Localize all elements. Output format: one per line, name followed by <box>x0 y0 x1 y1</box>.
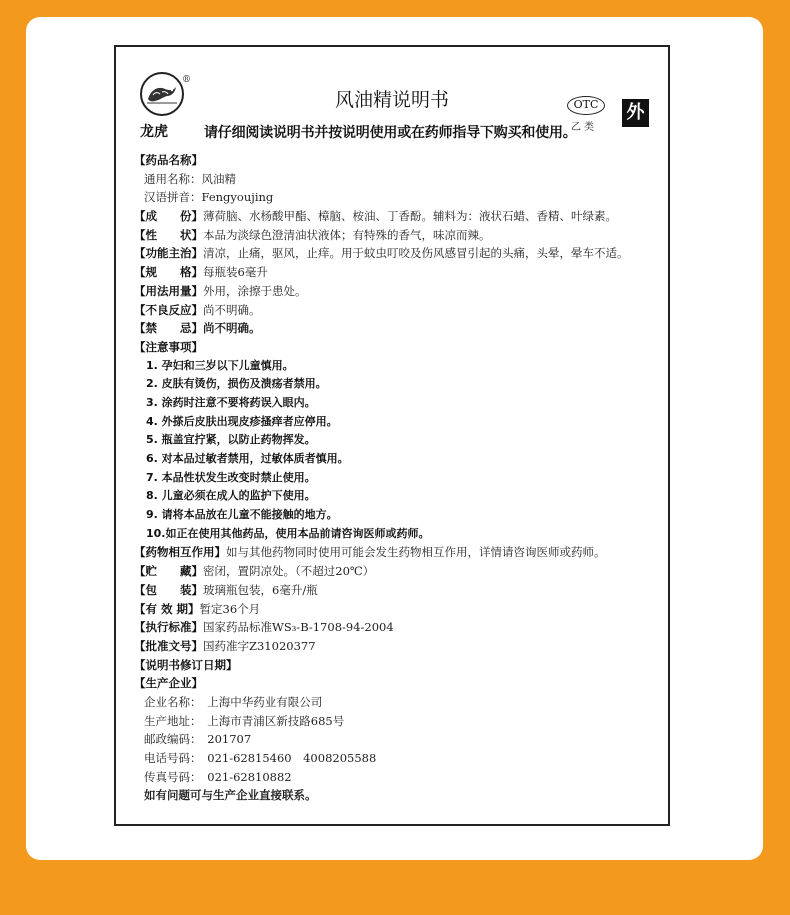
section-spec <box>134 263 664 282</box>
contact-note: 如有问题可与生产企业直接联系。 <box>144 788 317 803</box>
otc-class: 乙类 <box>571 122 597 133</box>
registered-mark: ® <box>182 75 191 85</box>
precaution-item: 6. 对本品过敏者禁用，过敏体质者慎用。 <box>146 452 349 465</box>
section-adverse <box>134 301 664 320</box>
section-head: 【贮 藏】 <box>134 564 203 579</box>
section-interactions <box>134 543 664 562</box>
precaution-item: 8. 儿童必须在成人的监护下使用。 <box>146 489 316 503</box>
section-package <box>134 581 664 600</box>
section-head: 【包 装】 <box>134 582 203 597</box>
leaflet-content <box>134 151 664 805</box>
section-head: 【不良反应】 <box>134 302 203 317</box>
section-head: 【批准文号】 <box>134 638 203 653</box>
section-contraindications <box>134 319 664 338</box>
section-drug-name: 【药品名称】 <box>134 153 203 167</box>
section-head: 【禁 忌】 <box>134 321 203 336</box>
section-text: 清凉，止痛，驱风，止痒。用于蚊虫叮咬及伤风感冒引起的头痛，头晕，晕车不适。 <box>203 246 629 261</box>
manufacturer-line: 电话号码： 021-62815460 4008205588 <box>144 751 377 765</box>
section-validity <box>134 600 664 619</box>
section-approval <box>134 637 664 656</box>
precaution-item: 5. 瓶盖宜拧紧，以防止药物挥发。 <box>146 433 316 447</box>
precaution-item: 2. 皮肤有烫伤，损伤及溃疡者禁用。 <box>146 377 327 391</box>
section-text: 本品为淡绿色澄清油状液体；有特殊的香气，味凉而辣。 <box>203 227 491 242</box>
section-head: 【功能主治】 <box>134 246 203 261</box>
manufacturer-line: 企业名称： 上海中华药业有限公司 <box>144 694 323 709</box>
section-standard <box>134 618 664 637</box>
section-head: 【成 份】 <box>134 209 203 224</box>
instruction-leaflet <box>114 45 670 826</box>
manufacturer-line: 传真号码： 021-62810882 <box>144 769 292 784</box>
section-text: 如与其他药物同时使用可能会发生药物相互作用，详情请咨询医师或药师。 <box>226 545 606 560</box>
manufacturer-line: 邮政编码： 201707 <box>144 732 252 747</box>
section-text: 外用，涂擦于患处。 <box>203 283 307 298</box>
section-head: 【性 状】 <box>134 227 203 242</box>
brand-name: 龙虎 <box>140 124 168 140</box>
precaution-item: 10.如正在使用其他药品，使用本品前请咨询医师或药师。 <box>146 526 430 540</box>
section-text: 暂定36个月 <box>199 601 261 616</box>
usage-warning: 请仔细阅读说明书并按说明使用或在药师指导下购买和使用。 <box>204 125 577 141</box>
section-usage <box>134 282 664 301</box>
section-text: 每瓶装6毫升 <box>203 265 268 280</box>
document-title: 风油精说明书 <box>334 89 449 111</box>
precaution-item: 1. 孕妇和三岁以下儿童慎用。 <box>146 358 294 372</box>
section-head: 【有 效 期】 <box>134 601 200 616</box>
otc-badge: OTC <box>567 96 605 115</box>
section-precautions: 【注意事项】 <box>134 339 203 354</box>
section-indications <box>134 244 664 263</box>
section-text: 国家药品标准WS₃-B-1708-94-2004 <box>203 620 394 635</box>
section-manufacturer: 【生产企业】 <box>134 676 203 691</box>
section-text: 密闭，置阴凉处。（不超过20℃） <box>203 564 375 579</box>
precaution-item: 9. 请将本品放在儿童不能接触的地方。 <box>146 508 338 522</box>
section-ingredients <box>134 207 664 226</box>
precaution-item: 3. 涂药时注意不要将药误入眼内。 <box>146 395 316 409</box>
section-head: 【执行标准】 <box>134 620 203 635</box>
precaution-item: 7. 本品性状发生改变时禁止使用。 <box>146 470 316 484</box>
generic-name: 通用名称：风油精 <box>144 171 236 186</box>
pinyin-name: 汉语拼音：Fengyoujing <box>144 190 274 205</box>
section-character <box>134 226 664 245</box>
section-revision-date: 【说明书修订日期】 <box>134 657 238 672</box>
section-text: 尚不明确。 <box>203 302 261 317</box>
section-storage <box>134 562 664 581</box>
section-text: 玻璃瓶包装，6毫升/瓶 <box>203 582 318 597</box>
manufacturer-line: 生产地址： 上海市青浦区新技路685号 <box>144 713 345 728</box>
section-text: 国药准字Z31020377 <box>203 638 316 653</box>
section-head: 【规 格】 <box>134 265 203 280</box>
external-use-badge: 外 <box>622 99 649 127</box>
section-head: 【药物相互作用】 <box>134 545 226 560</box>
precaution-item: 4. 外搽后皮肤出现皮疹搔痒者应停用。 <box>146 414 338 428</box>
section-head: 【用法用量】 <box>134 283 203 298</box>
section-text: 尚不明确。 <box>203 321 261 336</box>
section-text: 薄荷脑、水杨酸甲酯、樟脑、桉油、丁香酚。辅料为：液状石蜡、香精、叶绿素。 <box>203 209 617 224</box>
